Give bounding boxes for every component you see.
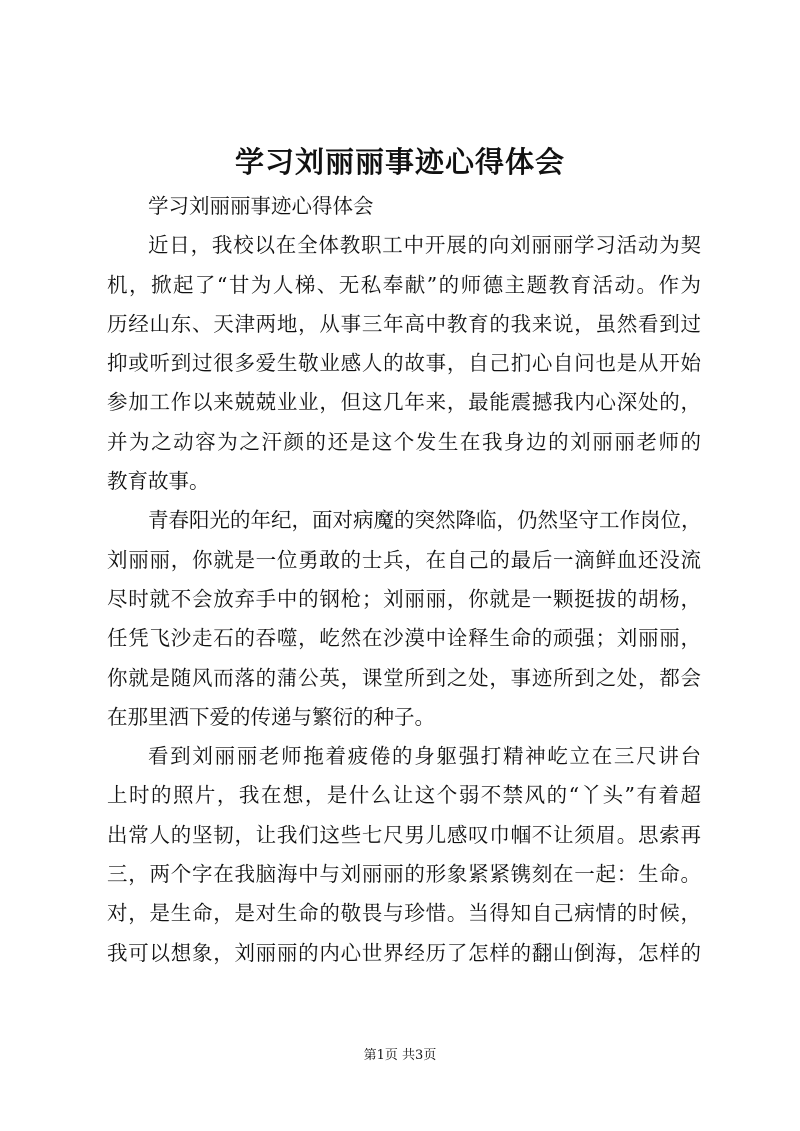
paragraph-1-line: 机，掀起了“甘为人梯、无私奉献”的师德主题教育活动。作为 <box>107 272 701 297</box>
paragraph-3-line: 上时的照片，我在想，是什么让这个弱不禁风的“丫头”有着超 <box>107 783 701 808</box>
document-body <box>107 187 701 973</box>
paragraph-1-line: 教育故事。 <box>107 469 210 494</box>
paragraph-1-line: 抑或听到过很多爱生敬业感人的故事，自己扪心自问也是从开始 <box>107 351 701 376</box>
paragraph-1-line: 参加工作以来兢兢业业，但这几年来，最能震撼我内心深处的， <box>107 390 701 415</box>
paragraph-2-line: 在那里洒下爱的传递与繁衍的种子。 <box>107 704 435 729</box>
paragraph-3-line: 看到刘丽丽老师拖着疲倦的身躯强打精神屹立在三尺讲台 <box>148 744 701 769</box>
paragraph-2-line: 任凭飞沙走石的吞噬，屹然在沙漠中诠释生命的顽强；刘丽丽， <box>107 626 701 651</box>
paragraph-3-line: 对，是生命，是对生命的敬畏与珍惜。当得知自己病情的时候， <box>107 901 701 926</box>
paragraph-3-line: 三，两个字在我脑海中与刘丽丽的形象紧紧镌刻在一起：生命。 <box>107 862 701 887</box>
paragraph-1-line: 历经山东、天津两地，从事三年高中教育的我来说，虽然看到过 <box>107 311 701 336</box>
subtitle-line: 学习刘丽丽事迹心得体会 <box>148 194 374 218</box>
paragraph-1-line: 并为之动容为之汗颜的还是这个发生在我身边的刘丽丽老师的 <box>107 429 701 454</box>
paragraph-2-line: 你就是随风而落的蒲公英，课堂所到之处，事迹所到之处，都会 <box>107 665 701 690</box>
paragraph-1-line: 近日，我校以在全体教职工中开展的向刘丽丽学习活动为契 <box>148 233 701 258</box>
paragraph-2-line: 尽时就不会放弃手中的钢枪；刘丽丽，你就是一颗挺拔的胡杨， <box>107 586 701 611</box>
paragraph-3-line: 我可以想象，刘丽丽的内心世界经历了怎样的翻山倒海，怎样的 <box>107 940 701 965</box>
paragraph-3-line: 出常人的坚韧，让我们这些七尺男儿感叹巾帼不让须眉。思索再 <box>107 822 701 847</box>
document-title: 学习刘丽丽事迹心得体会 <box>234 145 565 179</box>
paragraph-2-line: 青春阳光的年纪，面对病魔的突然降临，仍然坚守工作岗位， <box>148 508 701 533</box>
paragraph-2-line: 刘丽丽，你就是一位勇敢的士兵，在自己的最后一滴鲜血还没流 <box>107 547 701 572</box>
page-number-footer: 第1页 共3页 <box>363 1048 437 1063</box>
